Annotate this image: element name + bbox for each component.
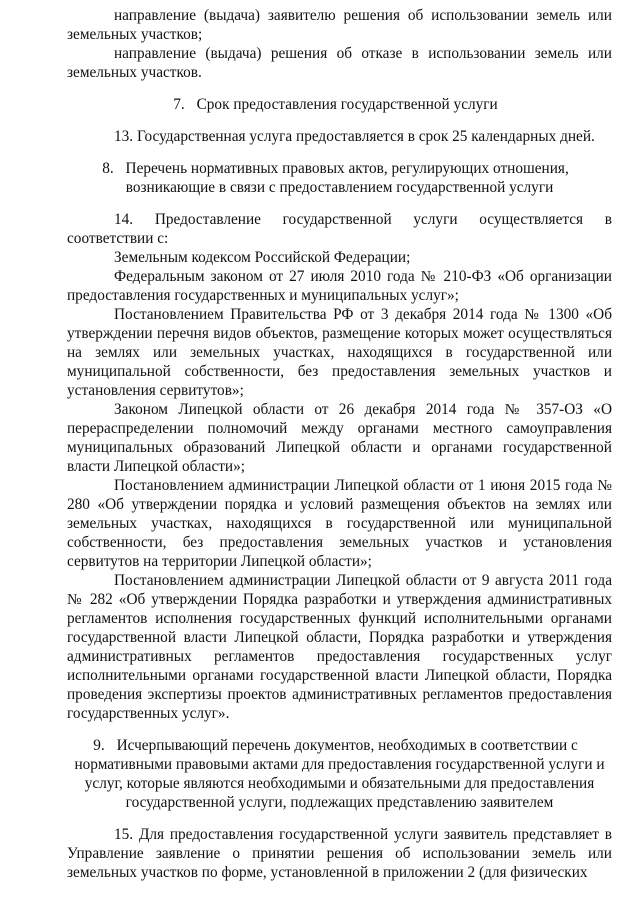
section-9-title-line-3: услуг, которые являются необходимыми и обязательными для предоставления xyxy=(84,775,595,792)
section-9-title-line-4: государственной услуги, подлежащих представлению заявителем xyxy=(125,794,554,811)
section-9-heading xyxy=(67,736,612,812)
paragraph-15-text: Для предоставления государственной услуги заявитель представляет в Управление заявление о принятии решения об использовании земель или земельных участков по форме, установленной в приложении 2 (для физических xyxy=(67,826,612,881)
section-8-number: 8. xyxy=(102,160,114,177)
section-9-number: 9. xyxy=(93,737,105,754)
paragraph-13 xyxy=(67,127,612,146)
paragraph-intro-refusal: направление (выдача) решения об отказе в использовании земель или земельных участков. xyxy=(67,45,612,81)
section-8-title-line-2: возникающие в связи с предоставлением государственной услуги xyxy=(125,179,554,196)
section-8-heading xyxy=(67,159,612,197)
paragraph-intro-decision: направление (выдача) заявителю решения об использовании земель или земельных участков; xyxy=(67,7,612,43)
section-7-heading xyxy=(67,95,612,114)
paragraph-14-text: Предоставление государственной услуги осуществляется в соответствии с: xyxy=(67,211,612,247)
section-7-number: 7. xyxy=(173,96,185,113)
paragraph-14-number: 14. xyxy=(114,211,134,228)
paragraph-14 xyxy=(67,210,612,248)
paragraph-15 xyxy=(67,825,612,882)
paragraph-14-lipetsk-law: Законом Липецкой области от 26 декабря 2014 года № 357-ОЗ «О перераспределении полномочий между органами местного самоуправления муниципальных образований Липецкой области и органами государственной власти Липецкой области»; xyxy=(67,401,612,475)
paragraph-14-land-code: Земельным кодексом Российской Федерации; xyxy=(114,249,411,266)
section-9-title-line-2: нормативными правовыми актами для предоставления государственной услуги и xyxy=(74,756,605,773)
section-7-title: Срок предоставления государственной услуги xyxy=(196,96,498,113)
document-page xyxy=(67,6,612,882)
paragraph-14-government-resolution: Постановлением Правительства РФ от 3 декабря 2014 года № 1300 «Об утверждении перечня видов объектов, размещение которых может осуществляться на землях или земельных участках, находящихся в государственной или муниципальной собственности, без предоставления земельных участков и установления сервитутов»; xyxy=(67,306,612,399)
section-8-title-line-1: Перечень нормативных правовых актов, регулирующих отношения, xyxy=(125,160,569,177)
paragraph-14-federal-law: Федеральным законом от 27 июля 2010 года № 210-ФЗ «Об организации предоставления государственных и муниципальных услуг»; xyxy=(67,268,612,304)
paragraph-13-text: Государственная услуга предоставляется в срок 25 календарных дней. xyxy=(136,128,595,145)
section-9-title-line-1: Исчерпывающий перечень документов, необходимых в соответствии с xyxy=(116,737,578,754)
paragraph-13-number: 13. xyxy=(114,128,134,145)
paragraph-15-number: 15. xyxy=(114,826,134,843)
paragraph-14-resolution-280: Постановлением администрации Липецкой области от 1 июня 2015 года № 280 «Об утверждении порядка и условий размещения объектов на землях или земельных участках, находящихся в государственной или муниципальной собственности, без предоставления земельных участков и установления сервитутов на территории Липецкой области»; xyxy=(67,477,612,570)
paragraph-14-resolution-282: Постановлением администрации Липецкой области от 9 августа 2011 года № 282 «Об утверждении Порядка разработки и утверждения административных регламентов исполнения государственных функций исполнительными органами государственной власти Липецкой области, Порядка разработки и утверждения административных регламентов предоставления государственных услуг исполнительными органами государственной власти Липецкой области, Порядка проведения экспертизы проектов административных регламентов предоставления государственных услуг». xyxy=(67,572,612,722)
